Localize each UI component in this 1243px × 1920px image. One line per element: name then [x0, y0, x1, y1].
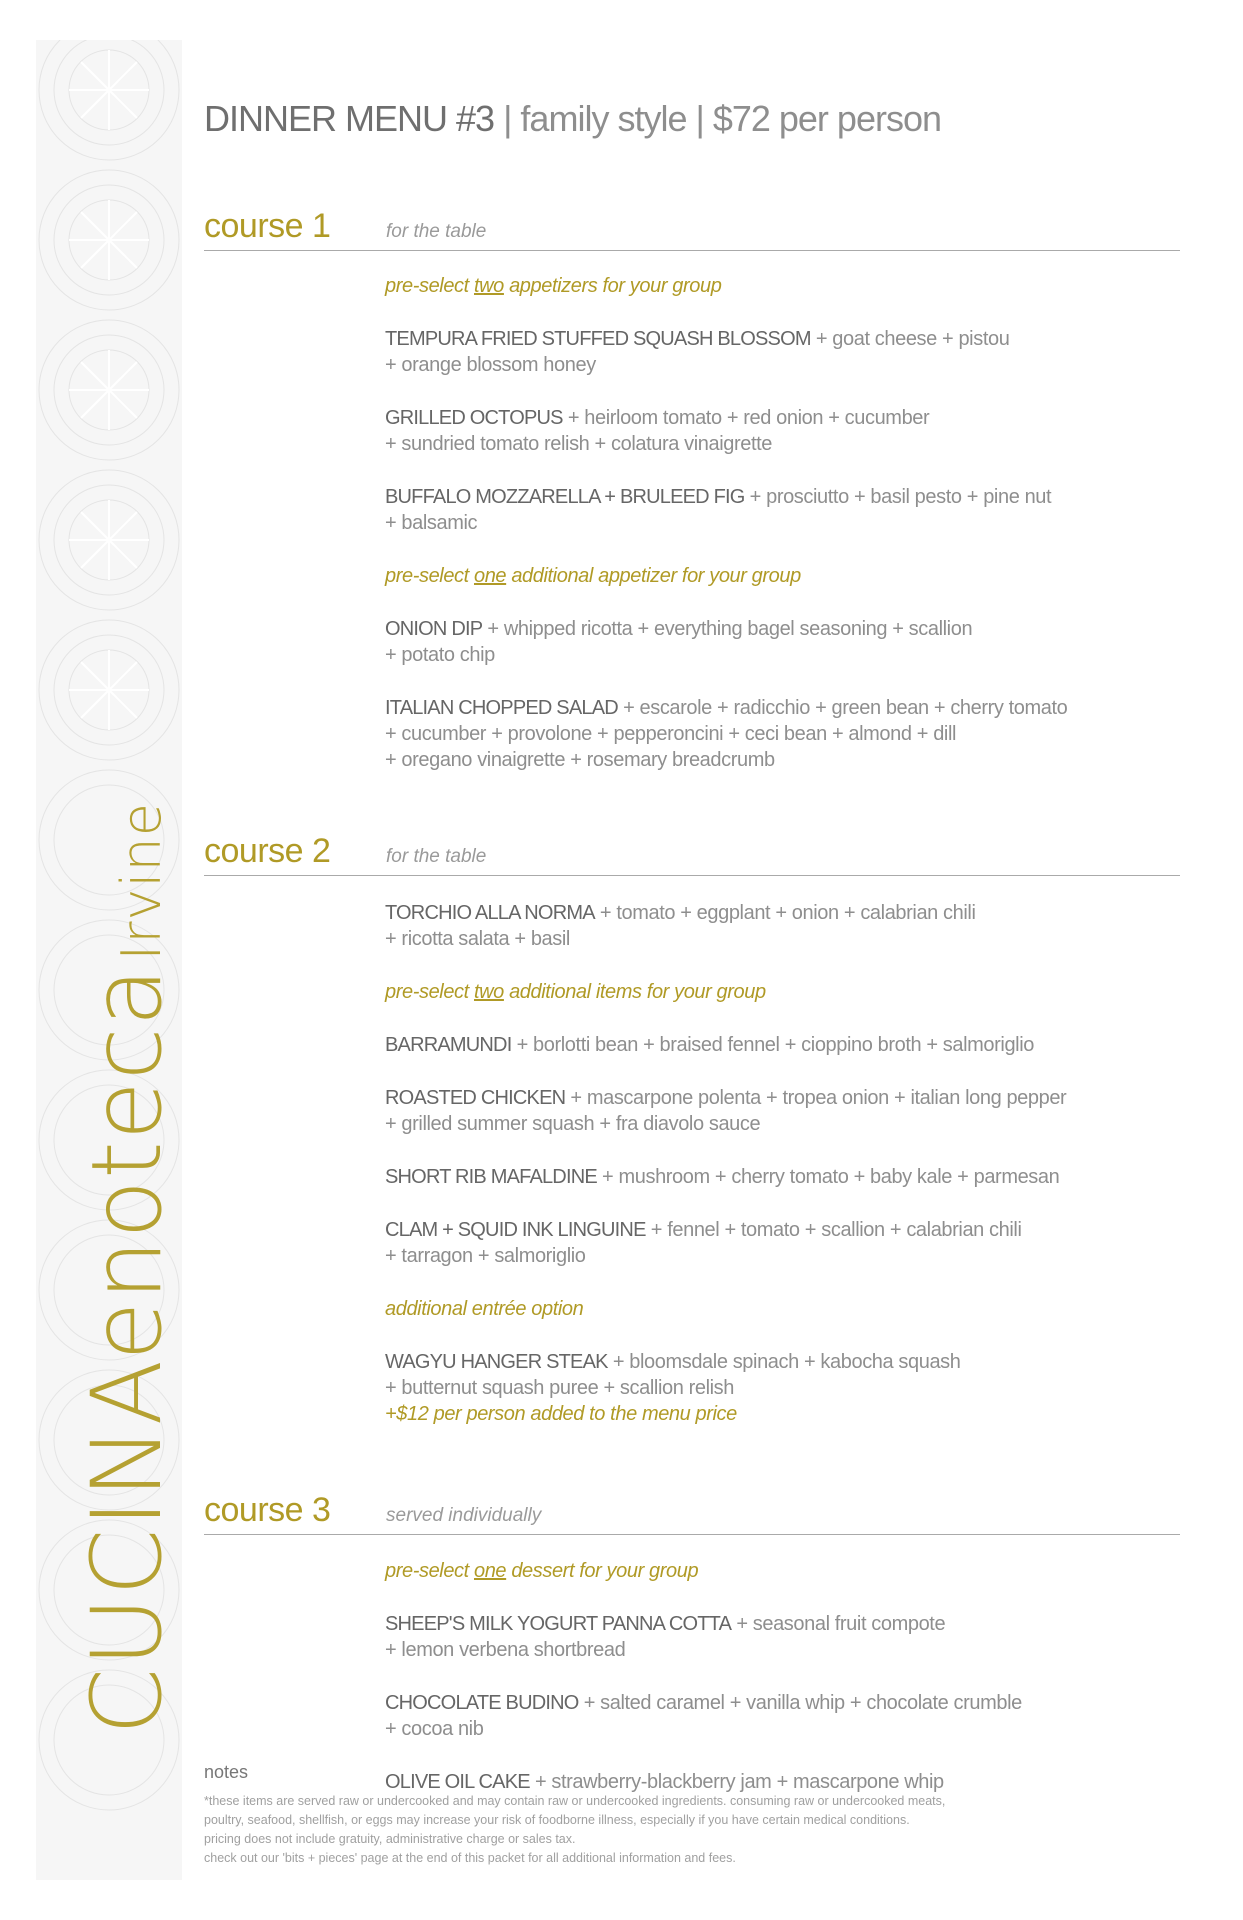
notes-line: pricing does not include gratuity, administrative charge or sales tax. [204, 1832, 576, 1846]
course-2-subtitle: for the table [386, 846, 487, 867]
menu-item [385, 616, 1175, 668]
menu-item [385, 484, 1175, 536]
menu-item [385, 1611, 1175, 1663]
course-1-note-1 [385, 273, 1175, 299]
course-1-note-2 [385, 563, 1175, 589]
dish-desc: + heirloom tomato + red onion + cucumber [562, 407, 930, 429]
dish-desc: + goat cheese + pistou [810, 328, 1010, 350]
course-1-subtitle: for the table [386, 221, 487, 242]
menu-item [385, 405, 1175, 457]
course-2-header [204, 828, 1180, 876]
dish-desc: + cocoa nib [385, 1718, 484, 1740]
dish-name: OLIVE OIL CAKE [385, 1771, 530, 1793]
note-emphasis: one [473, 565, 507, 587]
dish-name: SHEEP'S MILK YOGURT PANNA COTTA [385, 1613, 732, 1635]
dish-desc: + prosciutto + basil pesto + pine nut [744, 486, 1052, 508]
brand-part2: enoteca [71, 966, 183, 1361]
dish-desc: + lemon verbena shortbread [385, 1639, 626, 1661]
menu-item [385, 326, 1175, 378]
course-1-header [204, 203, 1180, 251]
dish-name: CHOCOLATE BUDINO [385, 1692, 579, 1714]
note-text: additional items for your group [503, 981, 766, 1003]
note-text: pre-select [385, 981, 474, 1003]
notes-fine-print [204, 1792, 1144, 1868]
brand-part3: Irvine [110, 802, 173, 961]
dish-name: TORCHIO ALLA NORMA [385, 902, 595, 924]
menu-number: #3 [456, 98, 495, 139]
menu-item [385, 1349, 1175, 1427]
dish-name: WAGYU HANGER STEAK [385, 1351, 608, 1373]
dish-desc: + oregano vinaigrette + rosemary breadcrumb [385, 749, 775, 771]
notes-line: poultry, seafood, shellfish, or eggs may increase your risk of foodborne illness, especially if you have certain medical conditions. [204, 1813, 910, 1827]
dish-desc: + escarole + radicchio + green bean + cherry tomato [617, 697, 1068, 719]
menu-item [385, 900, 1175, 952]
course-2-title: course 2 [204, 832, 331, 870]
menu-item [385, 1217, 1175, 1269]
brand-part1: CUCINA [71, 1360, 183, 1735]
dish-desc: + mushroom + cherry tomato + baby kale + parmesan [596, 1166, 1060, 1188]
course-2-content [385, 900, 1175, 1427]
dish-desc: + tarragon + salmoriglio [385, 1245, 586, 1267]
note-emphasis: two [473, 275, 504, 297]
dish-name: CLAM + SQUID INK LINGUINE [385, 1219, 646, 1241]
dish-name: SHORT RIB MAFALDINE [385, 1166, 597, 1188]
dish-desc: + whipped ricotta + everything bagel seasoning + scallion [482, 618, 973, 640]
menu-details: | family style | $72 per person [494, 98, 941, 139]
notes-line: check out our 'bits + pieces' page at the end of this packet for all additional information and fees. [204, 1851, 736, 1865]
dish-desc: + butternut squash puree + scallion relish [385, 1377, 734, 1399]
note-text: additional appetizer for your group [506, 565, 801, 587]
course-3-subtitle: served individually [386, 1505, 542, 1526]
dish-name: BUFFALO MOZZARELLA + BRULEED FIG [385, 486, 745, 508]
menu-item [385, 695, 1175, 773]
dish-desc: + balsamic [385, 512, 478, 534]
course-3-title: course 3 [204, 1491, 331, 1529]
dish-desc: + ricotta salata + basil [385, 928, 570, 950]
dish-desc: + salted caramel + vanilla whip + chocolate crumble [578, 1692, 1022, 1714]
dish-name: ITALIAN CHOPPED SALAD [385, 697, 618, 719]
dish-name: BARRAMUNDI [385, 1034, 512, 1056]
note-text: pre-select [385, 275, 474, 297]
upcharge-note: +$12 per person added to the menu price [385, 1403, 737, 1425]
menu-item [385, 1032, 1175, 1058]
menu-item [385, 1085, 1175, 1137]
dish-desc: + strawberry-blackberry jam + mascarpone whip [529, 1771, 944, 1793]
dish-desc: + potato chip [385, 644, 495, 666]
dish-desc: + bloomsdale spinach + kabocha squash [607, 1351, 961, 1373]
course-2-note-1 [385, 979, 1175, 1005]
note-text: appetizers for your group [503, 275, 722, 297]
course-3-header [204, 1487, 1180, 1535]
dish-desc: + mascarpone polenta + tropea onion + italian long pepper [565, 1087, 1067, 1109]
menu-item [385, 1690, 1175, 1742]
note-emphasis: one [473, 1560, 507, 1582]
dish-name: GRILLED OCTOPUS [385, 407, 563, 429]
course-2-note-2: additional entrée option [385, 1298, 584, 1320]
menu-label: DINNER MENU [204, 98, 448, 139]
menu-item [385, 1164, 1175, 1190]
dish-desc: + seasonal fruit compote [731, 1613, 946, 1635]
dish-desc: + cucumber + provolone + pepperoncini + ceci bean + almond + dill [385, 723, 957, 745]
dish-desc: + borlotti bean + braised fennel + cioppino broth + salmoriglio [511, 1034, 1034, 1056]
dish-desc: + tomato + eggplant + onion + calabrian chili [594, 902, 976, 924]
course-3-content [385, 1558, 1175, 1795]
note-emphasis: two [473, 981, 504, 1003]
note-text: pre-select [385, 565, 474, 587]
dish-name: ONION DIP [385, 618, 483, 640]
notes-line: *these items are served raw or undercooked and may contain raw or undercooked ingredients. consuming raw or undercooked meats, [204, 1794, 946, 1808]
dish-desc: + fennel + tomato + scallion + calabrian chili [645, 1219, 1022, 1241]
dish-desc: + grilled summer squash + fra diavolo sauce [385, 1113, 761, 1135]
page-title [204, 98, 941, 140]
course-3-note-1 [385, 1558, 1175, 1584]
brand-logo [71, 802, 183, 1735]
course-1-content [385, 273, 1175, 773]
dish-name: ROASTED CHICKEN [385, 1087, 566, 1109]
note-text: pre-select [385, 1560, 474, 1582]
dish-desc: + orange blossom honey [385, 354, 596, 376]
course-1-title: course 1 [204, 207, 331, 245]
dish-name: TEMPURA FRIED STUFFED SQUASH BLOSSOM [385, 328, 811, 350]
note-text: dessert for your group [506, 1560, 699, 1582]
dish-desc: + sundried tomato relish + colatura vinaigrette [385, 433, 772, 455]
notes-heading: notes [204, 1762, 249, 1782]
